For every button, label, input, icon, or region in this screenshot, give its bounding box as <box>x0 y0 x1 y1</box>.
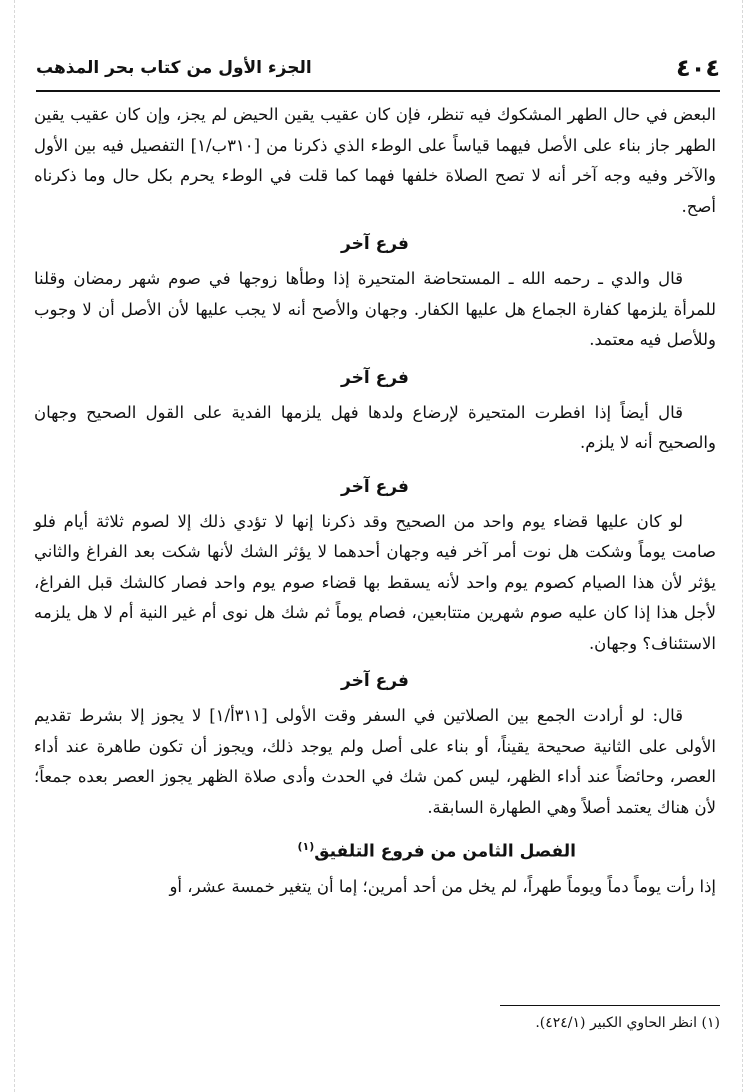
footnote-marker: (١) <box>297 840 315 853</box>
subheading-far-akhar-3: فرع آخر <box>341 476 409 497</box>
paragraph-6: إذا رأت يوماً دماً ويوماً طهراً، لم يخل من أحد أمرين؛ إما أن يتغير خمسة عشر، أو <box>169 876 716 896</box>
subheading-far-akhar-1: فرع آخر <box>341 234 409 254</box>
section-title: الفصل الثامن من فروع التلفيق <box>314 841 576 862</box>
section-heading <box>34 831 716 868</box>
paragraph-5: قال: لو أرادت الجمع بين الصلاتين في السفر وقت الأولى [٣١١أ/١] لا يجوز إلا بشرط تقديم الأولى على الثانية صحيحة يقيناً، أو بناء على أصل ولم يوجد ذلك، ويجوز أن تكون طاهرة عند أداء العصر، وحائضاً عند أداء الظهر، ليس كمن شك في الحدث وأدى صلاة الظهر يجوز العصر بعده جمعاً؛ لأن هناك يعتمد أصلاً وهي الطهارة السابقة. <box>34 706 716 817</box>
paragraph-2: قال والدي ـ رحمه الله ـ المستحاضة المتحيرة إذا وطأها زوجها في صوم شهر رمضان وقلنا للمرأة يلزمها كفارة الجماع هل عليها الكفار. وجهان والأصح أنه لا يجب عليها لأن الأصل أن لا وجوب وللأصل فيه معتمد. <box>34 269 716 349</box>
footnote-rule <box>500 1005 720 1006</box>
page-header <box>36 54 720 90</box>
scan-gutter-line <box>742 0 743 1092</box>
paragraph-3: قال أيضاً إذا افطرت المتحيرة لإرضاع ولدها فهل يلزمها الفدية على القول الصحيح وجهان والصحيح أنه لا يلزم. <box>34 402 716 452</box>
page-number: ٤٠٤ <box>676 54 720 82</box>
paragraph-4: لو كان عليها قضاء يوم واحد من الصحيح وقد ذكرنا إنها لا تؤدي ذلك إلا لصوم ثلاثة أيام فلو صامت يوماً وشكت هل نوت أمر آخر فيه وجهان أحدهما لا يؤثر الشك لأنها شكت بعد الفراغ والثاني يؤثر لأن هذا الصيام كصوم يوم واحد لأنه يسقط بها قضاء صوم يوم واحد فصار كالشك قبل الفراغ، لأجل هذا إذا كان عليه صوم شهرين متتابعين، فصام يوماً ثم شك هل نوى أم غير النية أم لا هل يلزمه الاستئناف؟ وجهان. <box>34 511 716 653</box>
subheading-far-akhar-2: فرع آخر <box>341 367 409 388</box>
header-rule <box>36 90 720 92</box>
running-title: الجزء الأول من كتاب بحر المذهب <box>36 58 312 78</box>
paragraph-1: البعض في حال الطهر المشكوك فيه تنظر، فإن كان عقيب يقين الحيض لم يجز، وإن كان عقيب يقين الطهر جاز بناء على الأصل فيهما قياساً على الوطء الذي ذكرنا من [٣١٠ب/١] التفصيل فيه بين الأول والآخر وفيه وجه آخر أنه لا تصح الصلاة خلفها فهما كما قلت في الوطء يحرم بكل حال وما ذكرناه أصح. <box>34 105 716 216</box>
scan-gutter-line <box>14 0 15 1092</box>
subheading-far-akhar-4: فرع آخر <box>341 671 409 691</box>
footnote: (١) انظر الحاوي الكبير (٤٢٤/١). <box>535 1015 720 1031</box>
page-body <box>34 100 716 902</box>
